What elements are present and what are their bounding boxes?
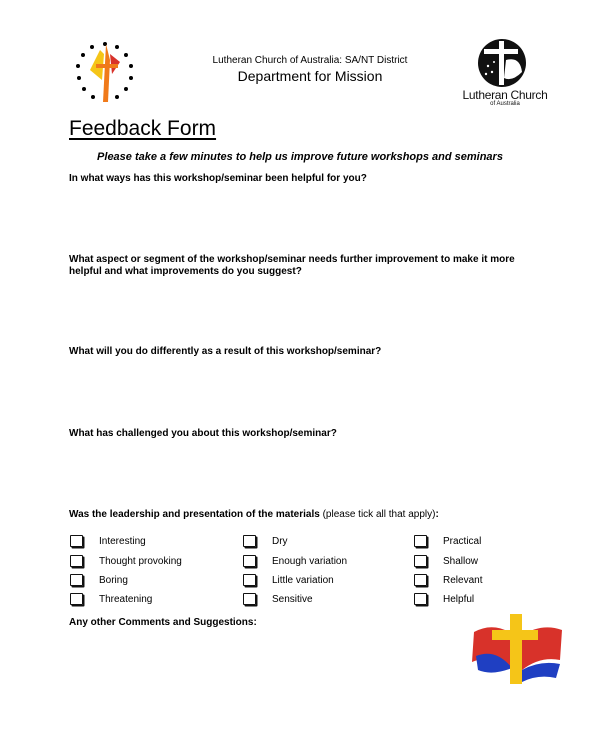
option-label: Helpful <box>443 593 475 605</box>
leadership-colon: : <box>435 509 439 520</box>
option-boring[interactable] <box>70 574 128 586</box>
option-label: Thought provoking <box>99 555 182 567</box>
checkbox[interactable] <box>243 555 256 567</box>
option-practical[interactable] <box>414 535 481 547</box>
mission-logo-icon <box>466 610 566 690</box>
question-3: What will you do differently as a result of this workshop/seminar? <box>69 346 382 357</box>
option-label: Threatening <box>99 593 153 605</box>
option-label: Practical <box>443 535 482 547</box>
option-little-variation[interactable] <box>243 574 334 586</box>
option-label: Enough variation <box>272 555 348 567</box>
option-label: Little variation <box>272 574 334 586</box>
checkbox[interactable] <box>414 593 427 605</box>
leadership-hint: (please tick all that apply) <box>322 509 436 520</box>
checkbox[interactable] <box>243 535 256 547</box>
option-shallow[interactable] <box>414 555 478 567</box>
checkbox[interactable] <box>243 593 256 605</box>
question-1: In what ways has this workshop/seminar been helpful for you? <box>69 173 367 184</box>
option-label: Dry <box>272 535 288 547</box>
option-helpful[interactable] <box>414 593 474 605</box>
leadership-question <box>69 509 539 521</box>
checkbox[interactable] <box>70 593 83 605</box>
lca-name: Lutheran Church <box>462 88 548 102</box>
lca-emblem-icon <box>446 38 562 88</box>
option-threatening[interactable] <box>70 593 152 605</box>
option-dry[interactable] <box>243 535 288 547</box>
checkbox[interactable] <box>70 535 83 547</box>
question-4: What has challenged you about this workshop/seminar? <box>69 428 337 439</box>
checkbox[interactable] <box>70 574 83 586</box>
department-name: Department for Mission <box>237 68 383 84</box>
option-label: Sensitive <box>272 593 313 605</box>
option-interesting[interactable] <box>70 535 146 547</box>
option-label: Boring <box>99 574 128 586</box>
option-label: Interesting <box>99 535 146 547</box>
question-2: What aspect or segment of the workshop/seminar needs further improvement to make it more helpful and what improvements do you suggest? <box>69 254 515 277</box>
option-sensitive[interactable] <box>243 593 313 605</box>
checkbox[interactable] <box>414 535 427 547</box>
option-label: Relevant <box>443 574 483 586</box>
checkbox[interactable] <box>70 555 83 567</box>
leadership-question-text: Was the leadership and presentation of the materials <box>69 509 320 520</box>
checkbox[interactable] <box>414 555 427 567</box>
option-thought-provoking[interactable] <box>70 555 182 567</box>
option-relevant[interactable] <box>414 574 482 586</box>
form-subtitle: Please take a few minutes to help us improve future workshops and seminars <box>97 151 503 163</box>
organization-name: Lutheran Church of Australia: SA/NT District <box>212 55 408 66</box>
comments-prompt: Any other Comments and Suggestions: <box>69 617 257 628</box>
district-logo-icon <box>70 40 140 106</box>
option-enough-variation[interactable] <box>243 555 347 567</box>
checkbox[interactable] <box>414 574 427 586</box>
lca-subname: of Australia <box>490 101 520 107</box>
form-title: Feedback Form <box>69 117 217 140</box>
checkbox[interactable] <box>243 574 256 586</box>
option-label: Shallow <box>443 555 479 567</box>
